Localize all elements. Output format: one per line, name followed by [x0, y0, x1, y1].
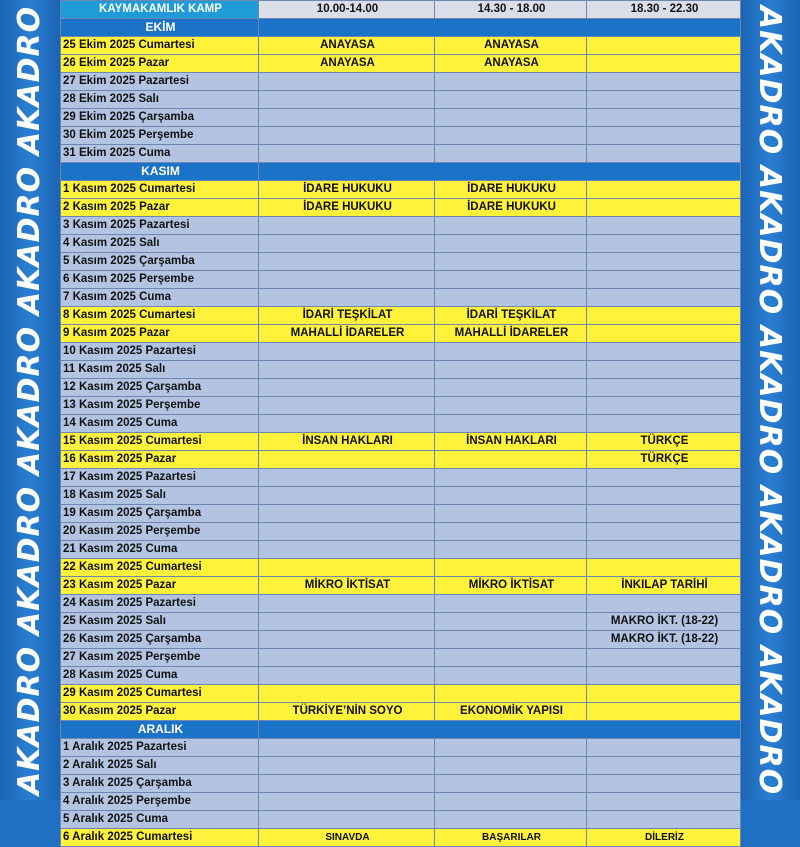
logo-text: AKADRO	[12, 325, 48, 475]
session-cell-2	[435, 793, 587, 811]
session-cell-1	[259, 613, 435, 631]
table-row	[61, 343, 741, 361]
date-cell: 26 Kasım 2025 Çarşamba	[61, 631, 259, 649]
session-cell-2: BAŞARILAR	[435, 829, 587, 847]
session-cell-3	[587, 361, 741, 379]
session-cell-1	[259, 631, 435, 649]
date-cell: 17 Kasım 2025 Pazartesi	[61, 469, 259, 487]
session-cell-2	[435, 739, 587, 757]
date-cell: 28 Kasım 2025 Cuma	[61, 667, 259, 685]
session-cell-2: İDARE HUKUKU	[435, 181, 587, 199]
session-cell-2: ANAYASA	[435, 55, 587, 73]
session-cell-3	[587, 757, 741, 775]
date-cell: 21 Kasım 2025 Cuma	[61, 541, 259, 559]
session-cell-2	[435, 451, 587, 469]
session-cell-1	[259, 469, 435, 487]
session-cell-2	[435, 559, 587, 577]
session-cell-3: DİLERİZ	[587, 829, 741, 847]
session-cell-1: TÜRKİYE’NİN SOYO	[259, 703, 435, 721]
table-row	[61, 415, 741, 433]
logo-text: AKADRO	[12, 645, 48, 795]
session-cell-1	[259, 145, 435, 163]
session-cell-1	[259, 667, 435, 685]
table-row	[61, 487, 741, 505]
month-filler	[259, 19, 741, 37]
session-cell-1: MİKRO İKTİSAT	[259, 577, 435, 595]
table-row	[61, 685, 741, 703]
table-row	[61, 217, 741, 235]
table-row	[61, 559, 741, 577]
session-cell-3	[587, 145, 741, 163]
table-row	[61, 253, 741, 271]
date-cell: 19 Kasım 2025 Çarşamba	[61, 505, 259, 523]
session-cell-3	[587, 397, 741, 415]
date-cell: 27 Ekim 2025 Pazartesi	[61, 73, 259, 91]
date-cell: 31 Ekim 2025 Cuma	[61, 145, 259, 163]
session-cell-3	[587, 739, 741, 757]
session-cell-3	[587, 37, 741, 55]
session-cell-1	[259, 109, 435, 127]
date-cell: 15 Kasım 2025 Cumartesi	[61, 433, 259, 451]
session-cell-3	[587, 307, 741, 325]
session-cell-3	[587, 181, 741, 199]
month-label: KASIM	[61, 163, 259, 181]
table-row	[61, 739, 741, 757]
logo-text: AKADRO	[752, 325, 788, 475]
session-cell-2: MAHALLİ İDARELER	[435, 325, 587, 343]
table-row	[61, 649, 741, 667]
session-cell-2: İDARİ TEŞKİLAT	[435, 307, 587, 325]
logo-text: AKADRO	[12, 165, 48, 315]
session-cell-2	[435, 757, 587, 775]
session-cell-2	[435, 415, 587, 433]
session-cell-1	[259, 415, 435, 433]
session-cell-3: TÜRKÇE	[587, 451, 741, 469]
date-cell: 1 Aralık 2025 Pazartesi	[61, 739, 259, 757]
session-cell-2	[435, 505, 587, 523]
session-cell-3	[587, 541, 741, 559]
table-row	[61, 289, 741, 307]
session-cell-1: ANAYASA	[259, 37, 435, 55]
session-cell-1	[259, 451, 435, 469]
logo-text: AKADRO	[12, 485, 48, 635]
month-filler	[259, 721, 741, 739]
session-cell-3	[587, 253, 741, 271]
right-brand-strip	[740, 0, 800, 800]
date-cell: 29 Ekim 2025 Çarşamba	[61, 109, 259, 127]
date-cell: 1 Kasım 2025 Cumartesi	[61, 181, 259, 199]
slot-header-2: 14.30 - 18.00	[435, 1, 587, 19]
session-cell-2	[435, 343, 587, 361]
session-cell-1	[259, 793, 435, 811]
session-cell-3	[587, 667, 741, 685]
schedule-table	[60, 0, 741, 847]
date-cell: 23 Kasım 2025 Pazar	[61, 577, 259, 595]
date-cell: 14 Kasım 2025 Cuma	[61, 415, 259, 433]
date-cell: 7 Kasım 2025 Cuma	[61, 289, 259, 307]
month-row	[61, 721, 741, 739]
logo-text: AKADRO	[12, 5, 48, 155]
session-cell-3	[587, 775, 741, 793]
session-cell-1: İNSAN HAKLARI	[259, 433, 435, 451]
session-cell-1	[259, 253, 435, 271]
session-cell-1	[259, 739, 435, 757]
session-cell-3	[587, 703, 741, 721]
table-row	[61, 433, 741, 451]
session-cell-1	[259, 811, 435, 829]
table-row	[61, 505, 741, 523]
table-row	[61, 145, 741, 163]
session-cell-3: TÜRKÇE	[587, 433, 741, 451]
date-cell: 12 Kasım 2025 Çarşamba	[61, 379, 259, 397]
table-row	[61, 361, 741, 379]
session-cell-2	[435, 253, 587, 271]
date-cell: 4 Kasım 2025 Salı	[61, 235, 259, 253]
session-cell-2	[435, 469, 587, 487]
session-cell-3	[587, 469, 741, 487]
session-cell-1	[259, 271, 435, 289]
session-cell-2: İNSAN HAKLARI	[435, 433, 587, 451]
session-cell-1	[259, 757, 435, 775]
table-row	[61, 127, 741, 145]
logo-text: AKADRO	[752, 165, 788, 315]
session-cell-2	[435, 523, 587, 541]
session-cell-1: MAHALLİ İDARELER	[259, 325, 435, 343]
date-cell: 2 Aralık 2025 Salı	[61, 757, 259, 775]
month-label: ARALIK	[61, 721, 259, 739]
table-row	[61, 235, 741, 253]
session-cell-2	[435, 289, 587, 307]
date-cell: 10 Kasım 2025 Pazartesi	[61, 343, 259, 361]
date-cell: 13 Kasım 2025 Perşembe	[61, 397, 259, 415]
table-row	[61, 181, 741, 199]
session-cell-2: EKONOMİK YAPISI	[435, 703, 587, 721]
logo-text: AKADRO	[752, 645, 788, 795]
table-row	[61, 703, 741, 721]
session-cell-2	[435, 631, 587, 649]
session-cell-3	[587, 109, 741, 127]
session-cell-2	[435, 91, 587, 109]
session-cell-3	[587, 793, 741, 811]
akadro-logo	[740, 0, 800, 160]
date-cell: 24 Kasım 2025 Pazartesi	[61, 595, 259, 613]
session-cell-3: İNKILAP TARİHİ	[587, 577, 741, 595]
table-row	[61, 469, 741, 487]
session-cell-3	[587, 127, 741, 145]
table-row	[61, 793, 741, 811]
date-cell: 9 Kasım 2025 Pazar	[61, 325, 259, 343]
table-row	[61, 37, 741, 55]
session-cell-3	[587, 325, 741, 343]
session-cell-3	[587, 55, 741, 73]
session-cell-3	[587, 217, 741, 235]
session-cell-2	[435, 217, 587, 235]
session-cell-2: İDARE HUKUKU	[435, 199, 587, 217]
date-cell: 30 Kasım 2025 Pazar	[61, 703, 259, 721]
session-cell-1	[259, 541, 435, 559]
session-cell-3	[587, 685, 741, 703]
session-cell-1	[259, 127, 435, 145]
session-cell-2	[435, 775, 587, 793]
session-cell-1: ANAYASA	[259, 55, 435, 73]
akadro-logo	[740, 480, 800, 640]
table-row	[61, 829, 741, 847]
month-filler	[259, 163, 741, 181]
table-row	[61, 451, 741, 469]
session-cell-2	[435, 361, 587, 379]
session-cell-1	[259, 397, 435, 415]
session-cell-1	[259, 361, 435, 379]
date-cell: 11 Kasım 2025 Salı	[61, 361, 259, 379]
table-row	[61, 325, 741, 343]
session-cell-3	[587, 91, 741, 109]
session-cell-3	[587, 343, 741, 361]
session-cell-2	[435, 811, 587, 829]
date-cell: 28 Ekim 2025 Salı	[61, 91, 259, 109]
date-cell: 18 Kasım 2025 Salı	[61, 487, 259, 505]
date-cell: 16 Kasım 2025 Pazar	[61, 451, 259, 469]
date-cell: 27 Kasım 2025 Perşembe	[61, 649, 259, 667]
logo-text: AKADRO	[752, 485, 788, 635]
date-cell: 2 Kasım 2025 Pazar	[61, 199, 259, 217]
session-cell-3	[587, 649, 741, 667]
akadro-logo	[0, 0, 60, 160]
table-row	[61, 73, 741, 91]
date-cell: 22 Kasım 2025 Cumartesi	[61, 559, 259, 577]
session-cell-1	[259, 73, 435, 91]
session-cell-3	[587, 271, 741, 289]
akadro-logo	[0, 160, 60, 320]
akadro-logo	[0, 640, 60, 800]
table-row	[61, 397, 741, 415]
session-cell-2	[435, 73, 587, 91]
table-row	[61, 757, 741, 775]
table-row	[61, 775, 741, 793]
session-cell-3	[587, 523, 741, 541]
date-cell: 8 Kasım 2025 Cumartesi	[61, 307, 259, 325]
session-cell-3: MAKRO İKT. (18-22)	[587, 613, 741, 631]
session-cell-2: ANAYASA	[435, 37, 587, 55]
table-row	[61, 811, 741, 829]
session-cell-3	[587, 415, 741, 433]
date-cell: 30 Ekim 2025 Perşembe	[61, 127, 259, 145]
session-cell-1	[259, 487, 435, 505]
session-cell-2	[435, 145, 587, 163]
session-cell-1	[259, 505, 435, 523]
akadro-logo	[740, 320, 800, 480]
session-cell-3	[587, 379, 741, 397]
table-row	[61, 109, 741, 127]
date-cell: 4 Aralık 2025 Perşembe	[61, 793, 259, 811]
session-cell-3	[587, 235, 741, 253]
session-cell-1	[259, 649, 435, 667]
table-row	[61, 631, 741, 649]
session-cell-2	[435, 235, 587, 253]
session-cell-3	[587, 595, 741, 613]
table-row	[61, 577, 741, 595]
date-cell: 3 Kasım 2025 Pazartesi	[61, 217, 259, 235]
date-cell: 25 Kasım 2025 Salı	[61, 613, 259, 631]
session-cell-1	[259, 523, 435, 541]
month-label: EKİM	[61, 19, 259, 37]
table-row	[61, 307, 741, 325]
table-row	[61, 55, 741, 73]
date-cell: 25 Ekim 2025 Cumartesi	[61, 37, 259, 55]
session-cell-2	[435, 487, 587, 505]
month-row	[61, 163, 741, 181]
table-row	[61, 91, 741, 109]
akadro-logo	[0, 320, 60, 480]
session-cell-2	[435, 649, 587, 667]
table-row	[61, 613, 741, 631]
akadro-logo	[0, 480, 60, 640]
akadro-logo	[740, 640, 800, 800]
session-cell-3: MAKRO İKT. (18-22)	[587, 631, 741, 649]
table-row	[61, 379, 741, 397]
session-cell-1	[259, 235, 435, 253]
table-row	[61, 595, 741, 613]
session-cell-2	[435, 595, 587, 613]
session-cell-3	[587, 199, 741, 217]
session-cell-2: MİKRO İKTİSAT	[435, 577, 587, 595]
session-cell-3	[587, 289, 741, 307]
session-cell-1: SINAVDA	[259, 829, 435, 847]
session-cell-2	[435, 271, 587, 289]
table-row	[61, 271, 741, 289]
month-row	[61, 19, 741, 37]
session-cell-1: İDARE HUKUKU	[259, 181, 435, 199]
session-cell-1: İDARE HUKUKU	[259, 199, 435, 217]
session-cell-2	[435, 685, 587, 703]
date-cell: 5 Kasım 2025 Çarşamba	[61, 253, 259, 271]
left-brand-strip	[0, 0, 60, 800]
session-cell-1: İDARİ TEŞKİLAT	[259, 307, 435, 325]
session-cell-1	[259, 91, 435, 109]
session-cell-1	[259, 775, 435, 793]
session-cell-3	[587, 559, 741, 577]
session-cell-1	[259, 379, 435, 397]
session-cell-1	[259, 289, 435, 307]
date-cell: 20 Kasım 2025 Perşembe	[61, 523, 259, 541]
slot-header-3: 18.30 - 22.30	[587, 1, 741, 19]
session-cell-3	[587, 73, 741, 91]
header-row	[61, 1, 741, 19]
akadro-logo	[740, 160, 800, 320]
session-cell-3	[587, 487, 741, 505]
schedule-title: KAYMAKAMLIK KAMP	[61, 1, 259, 19]
session-cell-2	[435, 379, 587, 397]
date-cell: 5 Aralık 2025 Cuma	[61, 811, 259, 829]
session-cell-2	[435, 541, 587, 559]
table-row	[61, 199, 741, 217]
session-cell-1	[259, 343, 435, 361]
session-cell-2	[435, 127, 587, 145]
session-cell-1	[259, 685, 435, 703]
session-cell-1	[259, 559, 435, 577]
slot-header-1: 10.00-14.00	[259, 1, 435, 19]
session-cell-2	[435, 109, 587, 127]
table-row	[61, 667, 741, 685]
table-row	[61, 523, 741, 541]
session-cell-1	[259, 595, 435, 613]
session-cell-1	[259, 217, 435, 235]
date-cell: 29 Kasım 2025 Cumartesi	[61, 685, 259, 703]
session-cell-2	[435, 667, 587, 685]
date-cell: 6 Kasım 2025 Perşembe	[61, 271, 259, 289]
session-cell-2	[435, 397, 587, 415]
date-cell: 3 Aralık 2025 Çarşamba	[61, 775, 259, 793]
table-row	[61, 541, 741, 559]
session-cell-2	[435, 613, 587, 631]
logo-text: AKADRO	[752, 5, 788, 155]
session-cell-3	[587, 811, 741, 829]
session-cell-3	[587, 505, 741, 523]
date-cell: 6 Aralık 2025 Cumartesi	[61, 829, 259, 847]
date-cell: 26 Ekim 2025 Pazar	[61, 55, 259, 73]
